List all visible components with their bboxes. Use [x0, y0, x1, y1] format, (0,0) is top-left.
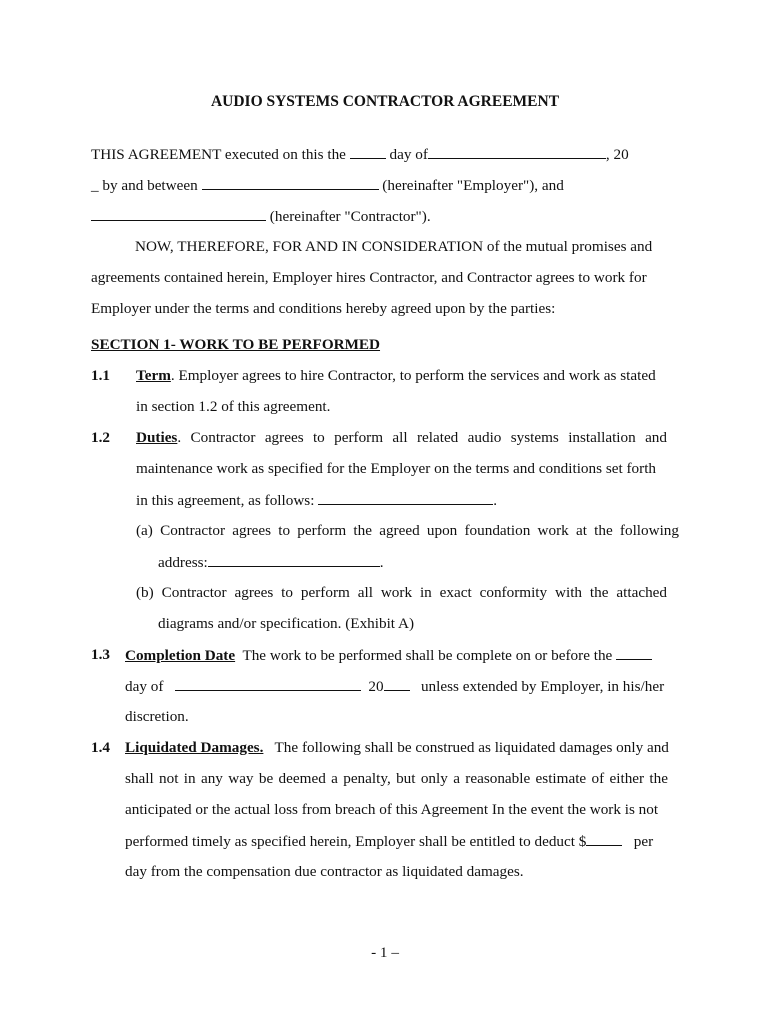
clause-1-2-line-1	[136, 429, 667, 447]
section-1-heading: SECTION 1- WORK TO BE PERFORMED	[91, 336, 381, 353]
clause-number: 1.4	[91, 739, 110, 756]
intro-text: (hereinafter "Employer"), and	[382, 177, 564, 194]
clause-1-2-item-b-line-1: (b) Contractor agrees to perform all work in exact conformity with the attached	[136, 584, 667, 601]
clause-text: . Employer agrees to hire Contractor, to perform the services and work as stated	[170, 367, 656, 384]
intro-text: (hereinafter "Contractor").	[269, 208, 431, 225]
clause-1-3-line-2	[125, 677, 664, 696]
completion-day-blank[interactable]	[616, 646, 652, 660]
intro-line-2	[91, 176, 564, 195]
clause-1-4-line-3: anticipated or the actual loss from breach of this Agreement In the event the work is not	[125, 801, 659, 818]
clause-1-1-line-2: in section 1.2 of this agreement.	[136, 398, 331, 415]
clause-1-3-line-3: discretion.	[125, 708, 189, 725]
employer-name-blank[interactable]	[202, 176, 379, 190]
clause-1-4-line-4	[125, 832, 653, 851]
contractor-name-blank[interactable]	[91, 207, 266, 221]
clause-number: 1.3	[91, 646, 110, 663]
day-blank[interactable]	[350, 145, 386, 159]
clause-text: unless extended by Employer, in his/her	[420, 678, 665, 695]
clause-1-2-line-2: maintenance work as specified for the Employer on the terms and conditions set forth	[136, 460, 657, 477]
clause-1-2-item-a-line-2	[158, 553, 384, 572]
page-number: - 1 –	[371, 944, 399, 961]
clause-text: day of	[125, 678, 164, 695]
clause-text: .	[493, 492, 498, 509]
document-title: AUDIO SYSTEMS CONTRACTOR AGREEMENT	[210, 93, 560, 110]
intro-text: day of	[389, 146, 428, 163]
clause-text: per	[633, 833, 654, 850]
completion-year-blank[interactable]	[384, 677, 410, 691]
clause-number: 1.1	[91, 367, 110, 384]
address-blank[interactable]	[208, 553, 380, 567]
damages-amount-blank[interactable]	[586, 832, 622, 846]
clause-label: Duties	[136, 429, 178, 446]
intro-text: _ by and between	[91, 177, 198, 194]
clause-1-3-line-1	[125, 646, 652, 665]
clause-text: . Contractor agrees to perform all related audio systems installation and	[177, 429, 667, 446]
month-blank[interactable]	[428, 145, 606, 159]
consideration-line-1: NOW, THEREFORE, FOR AND IN CONSIDERATION of the mutual promises and	[135, 238, 653, 255]
clause-text: address:	[158, 554, 208, 571]
clause-label: Term	[136, 367, 171, 384]
clause-label: Completion Date	[125, 647, 236, 664]
clause-text: The following shall be construed as liquidated damages only and	[274, 739, 669, 756]
clause-text: in this agreement, as follows:	[136, 492, 315, 509]
clause-1-4-line-1	[125, 739, 669, 757]
clause-text: performed timely as specified herein, Employer shall be entitled to deduct $	[125, 833, 587, 850]
clause-1-2-item-a-line-1: (a) Contractor agrees to perform the agreed upon foundation work at the following	[136, 522, 679, 539]
clause-1-4-line-5: day from the compensation due contractor as liquidated damages.	[125, 863, 524, 880]
intro-line-3	[91, 207, 431, 226]
clause-text: The work to be performed shall be complete on or before the	[242, 647, 613, 664]
intro-text: THIS AGREEMENT executed on this the	[91, 146, 346, 163]
clause-text: .	[379, 554, 384, 571]
completion-month-blank[interactable]	[175, 677, 361, 691]
clause-label: Liquidated Damages.	[125, 739, 264, 756]
intro-text: , 20	[605, 146, 629, 163]
clause-1-2-line-3	[136, 491, 497, 510]
consideration-line-2: agreements contained herein, Employer hires Contractor, and Contractor agrees to work for	[91, 269, 647, 286]
clause-1-4-line-2: shall not in any way be deemed a penalty, but only a reasonable estimate of either the	[125, 770, 668, 787]
clause-text: 20	[368, 678, 384, 695]
intro-line-1	[91, 145, 629, 164]
consideration-line-3: Employer under the terms and conditions hereby agreed upon by the parties:	[91, 300, 556, 317]
clause-1-1-line-1	[136, 367, 656, 385]
clause-number: 1.2	[91, 429, 110, 446]
clause-1-2-item-b-line-2: diagrams and/or specification. (Exhibit A)	[158, 615, 415, 632]
duties-blank[interactable]	[318, 491, 493, 505]
